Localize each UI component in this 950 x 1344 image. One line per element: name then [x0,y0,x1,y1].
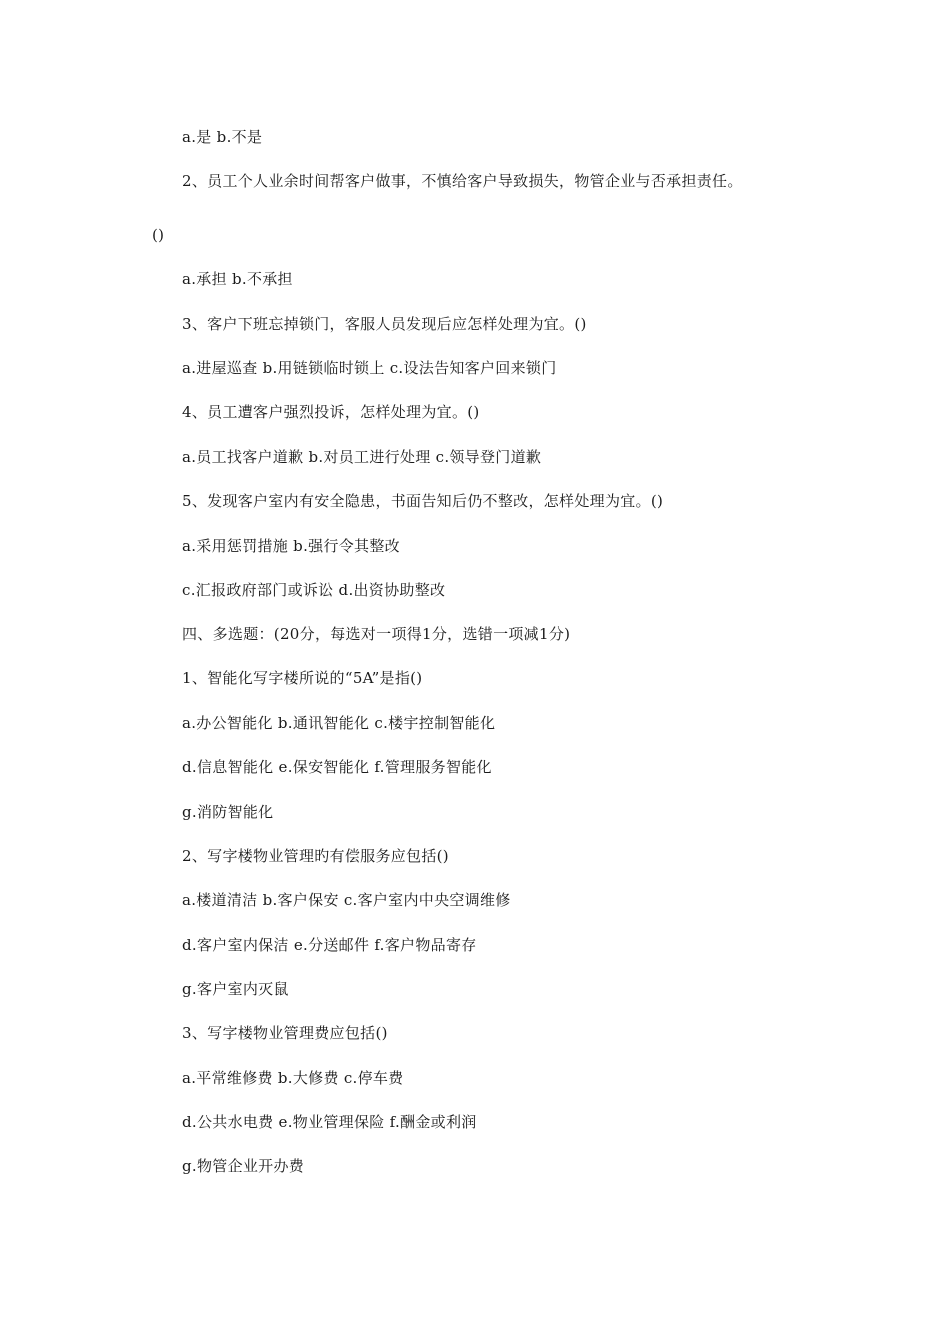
answer-options-line: a.楼道清洁 b.客户保安 c.客户室内中央空调维修 [182,891,511,909]
question-line: 2、写字楼物业管理旳有偿服务应包括() [182,847,449,865]
question-line: 1、智能化写字楼所说的“5A”是指() [182,669,423,687]
question-line: 5、发现客户室内有安全隐患，书面告知后仍不整改，怎样处理为宜。() [182,492,664,510]
answer-options-line: d.公共水电费 e.物业管理保险 f.酬金或利润 [182,1113,477,1131]
question-line: 2、员工个人业余时间帮客户做事，不慎给客户导致损失，物管企业与否承担责任。 [182,172,743,190]
answer-options-line: c.汇报政府部门或诉讼 d.出资协助整改 [182,581,446,599]
answer-options-line: d.客户室内保洁 e.分送邮件 f.客户物品寄存 [182,936,477,954]
answer-options-line: g.物管企业开办费 [182,1157,305,1175]
answer-options-line: a.是 b.不是 [182,128,263,146]
answer-options-line: g.客户室内灭鼠 [182,980,289,998]
answer-options-line: a.办公智能化 b.通讯智能化 c.楼宇控制智能化 [182,714,496,732]
question-line: 3、客户下班忘掉锁门，客服人员发现后应怎样处理为宜。() [182,315,587,333]
answer-options-line: d.信息智能化 e.保安智能化 f.管理服务智能化 [182,758,492,776]
question-line: 4、员工遭客户强烈投诉，怎样处理为宜。() [182,403,480,421]
answer-options-line: a.采用惩罚措施 b.强行令其整改 [182,537,400,555]
answer-options-line: g.消防智能化 [182,803,274,821]
answer-options-line: a.平常维修费 b.大修费 c.停车费 [182,1069,404,1087]
answer-blank: () [152,226,165,244]
question-line: 3、写字楼物业管理费应包括() [182,1024,388,1042]
answer-options-line: a.员工找客户道歉 b.对员工进行处理 c.领导登门道歉 [182,448,542,466]
answer-options-line: a.进屋巡查 b.用链锁临时锁上 c.设法告知客户回来锁门 [182,359,557,377]
answer-options-line: a.承担 b.不承担 [182,270,293,288]
section-heading: 四、多选题：(20分，每选对一项得1分，选错一项减1分) [182,625,571,643]
